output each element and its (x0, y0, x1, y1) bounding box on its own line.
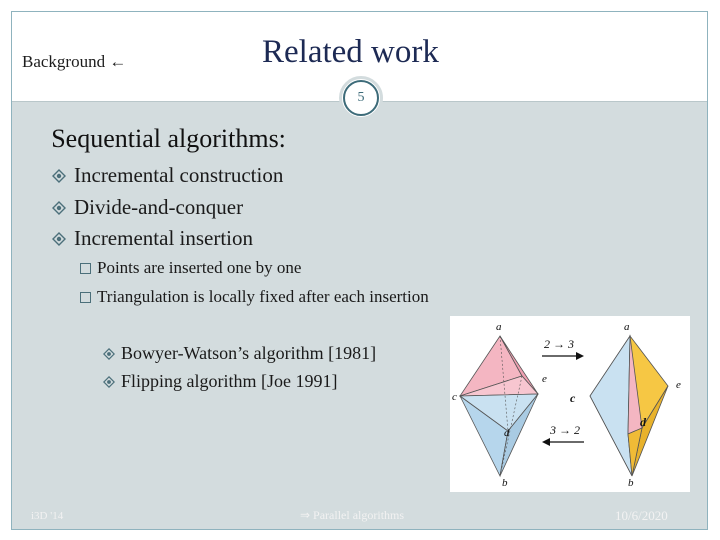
bullet-item (52, 195, 243, 220)
bullet-icon (52, 201, 66, 215)
vertex-label: b (502, 477, 508, 489)
sub-sub-bullet-item (103, 371, 337, 392)
vertex-label: e (676, 379, 681, 391)
flip-diagram (450, 316, 690, 492)
vertex-label: c (570, 391, 576, 405)
sub-bullet-item (80, 287, 429, 307)
background-link[interactable]: Background ← (22, 52, 127, 71)
bullet-icon (52, 169, 66, 183)
arrow-label-2-3: 2 → 3 (544, 337, 574, 351)
bullet-label: Incremental insertion (74, 226, 254, 250)
vertex-label: e (542, 373, 547, 385)
vertex-label: d (504, 427, 510, 439)
sub-sub-bullet-label: Flipping algorithm [Joe 1991] (121, 371, 338, 391)
footer-date: 10/6/2020 (615, 508, 668, 523)
vertex-label: a (624, 321, 630, 333)
vertex-label: a (496, 321, 502, 333)
sub-bullet-label: Triangulation is locally fixed after each insertion (97, 287, 429, 306)
vertex-label: c (452, 391, 457, 403)
footer-conference: i3D '14 (31, 510, 64, 522)
bullet-icon (52, 232, 66, 246)
slide-number: 5 (343, 80, 379, 116)
slide-title: Related work (262, 34, 439, 70)
square-bullet-icon (80, 292, 91, 303)
bullet-label: Divide-and-conquer (74, 195, 244, 219)
bullet-icon (103, 348, 115, 360)
bullet-item (52, 163, 283, 188)
arrow-label-3-2: 3 → 2 (550, 423, 580, 437)
parallel-algorithms-link[interactable]: ⇒ Parallel algorithms (300, 508, 405, 522)
vertex-label: b (628, 477, 634, 489)
sub-sub-bullet-label: Bowyer-Watson’s algorithm [1981] (121, 343, 377, 363)
vertex-label: d (640, 415, 646, 429)
sub-bullet-label: Points are inserted one by one (97, 258, 302, 277)
bullet-icon (103, 376, 115, 388)
bullet-label: Incremental construction (74, 163, 284, 187)
sub-bullet-item (80, 258, 301, 278)
bullet-item (52, 226, 253, 251)
section-heading:  Sequential algorithms: (31, 124, 286, 153)
square-bullet-icon (80, 263, 91, 274)
sub-sub-bullet-item (103, 343, 376, 364)
